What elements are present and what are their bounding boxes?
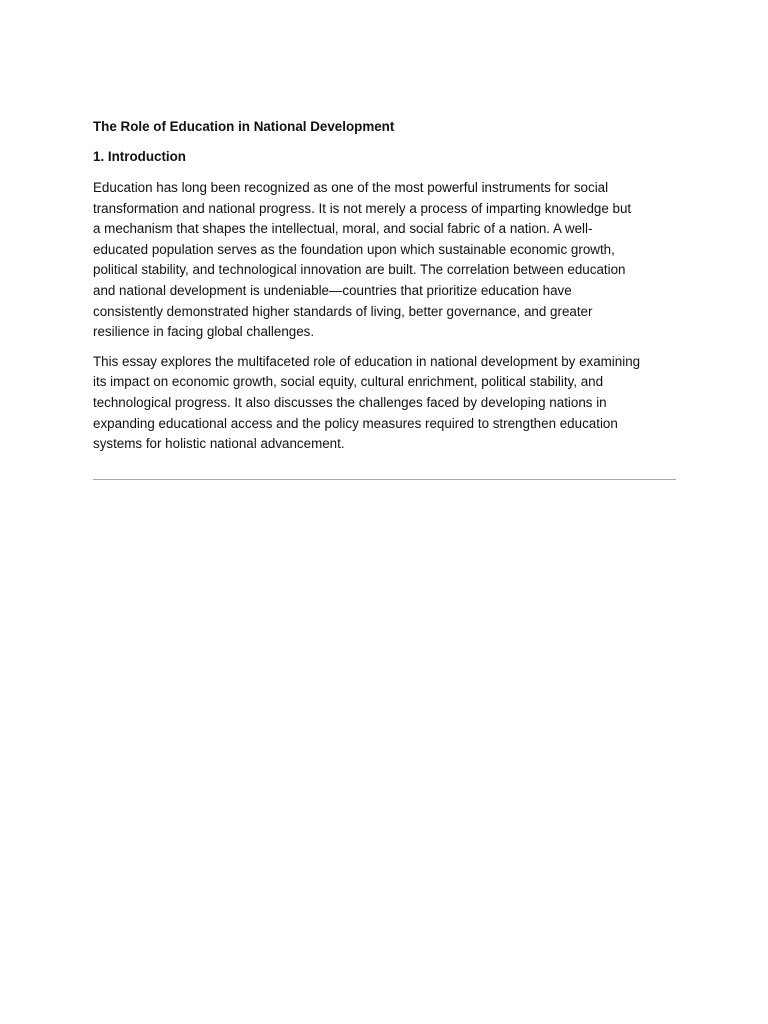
paragraph-line: educated population serves as the foundation upon which sustainable economic growth, [93, 241, 615, 257]
paragraph-line: resilience in facing global challenges. [93, 324, 315, 340]
paragraph-line: consistently demonstrated higher standards of living, better governance, and greater [93, 303, 593, 319]
paragraph-line: a mechanism that shapes the intellectual, moral, and social fabric of a nation. A well- [93, 221, 593, 237]
paragraph-line: technological progress. It also discusses the challenges faced by developing nations in [93, 394, 607, 410]
section-heading-introduction: 1. Introduction [93, 149, 186, 164]
paragraph-line: expanding educational access and the policy measures required to strengthen education [93, 415, 618, 431]
paragraph-line: Education has long been recognized as one of the most powerful instruments for social [93, 180, 609, 195]
paragraph-line: transformation and national progress. It is not merely a process of imparting knowledge but [93, 200, 632, 216]
paragraph-line: This essay explores the multifaceted role of education in national development by examining [93, 353, 641, 369]
section-divider [93, 479, 676, 480]
intro-paragraph-2 [93, 352, 676, 455]
document-title: The Role of Education in National Development [93, 119, 395, 134]
paragraph-line: and national development is undeniable—countries that prioritize education have [93, 282, 572, 298]
paragraph-line: systems for holistic national advancement. [93, 436, 345, 452]
intro-paragraph-1 [93, 178, 676, 343]
paragraph-line: political stability, and technological innovation are built. The correlation between education [93, 262, 626, 278]
paragraph-line: its impact on economic growth, social equity, cultural enrichment, political stability, and [93, 374, 604, 390]
document-page [93, 118, 676, 464]
